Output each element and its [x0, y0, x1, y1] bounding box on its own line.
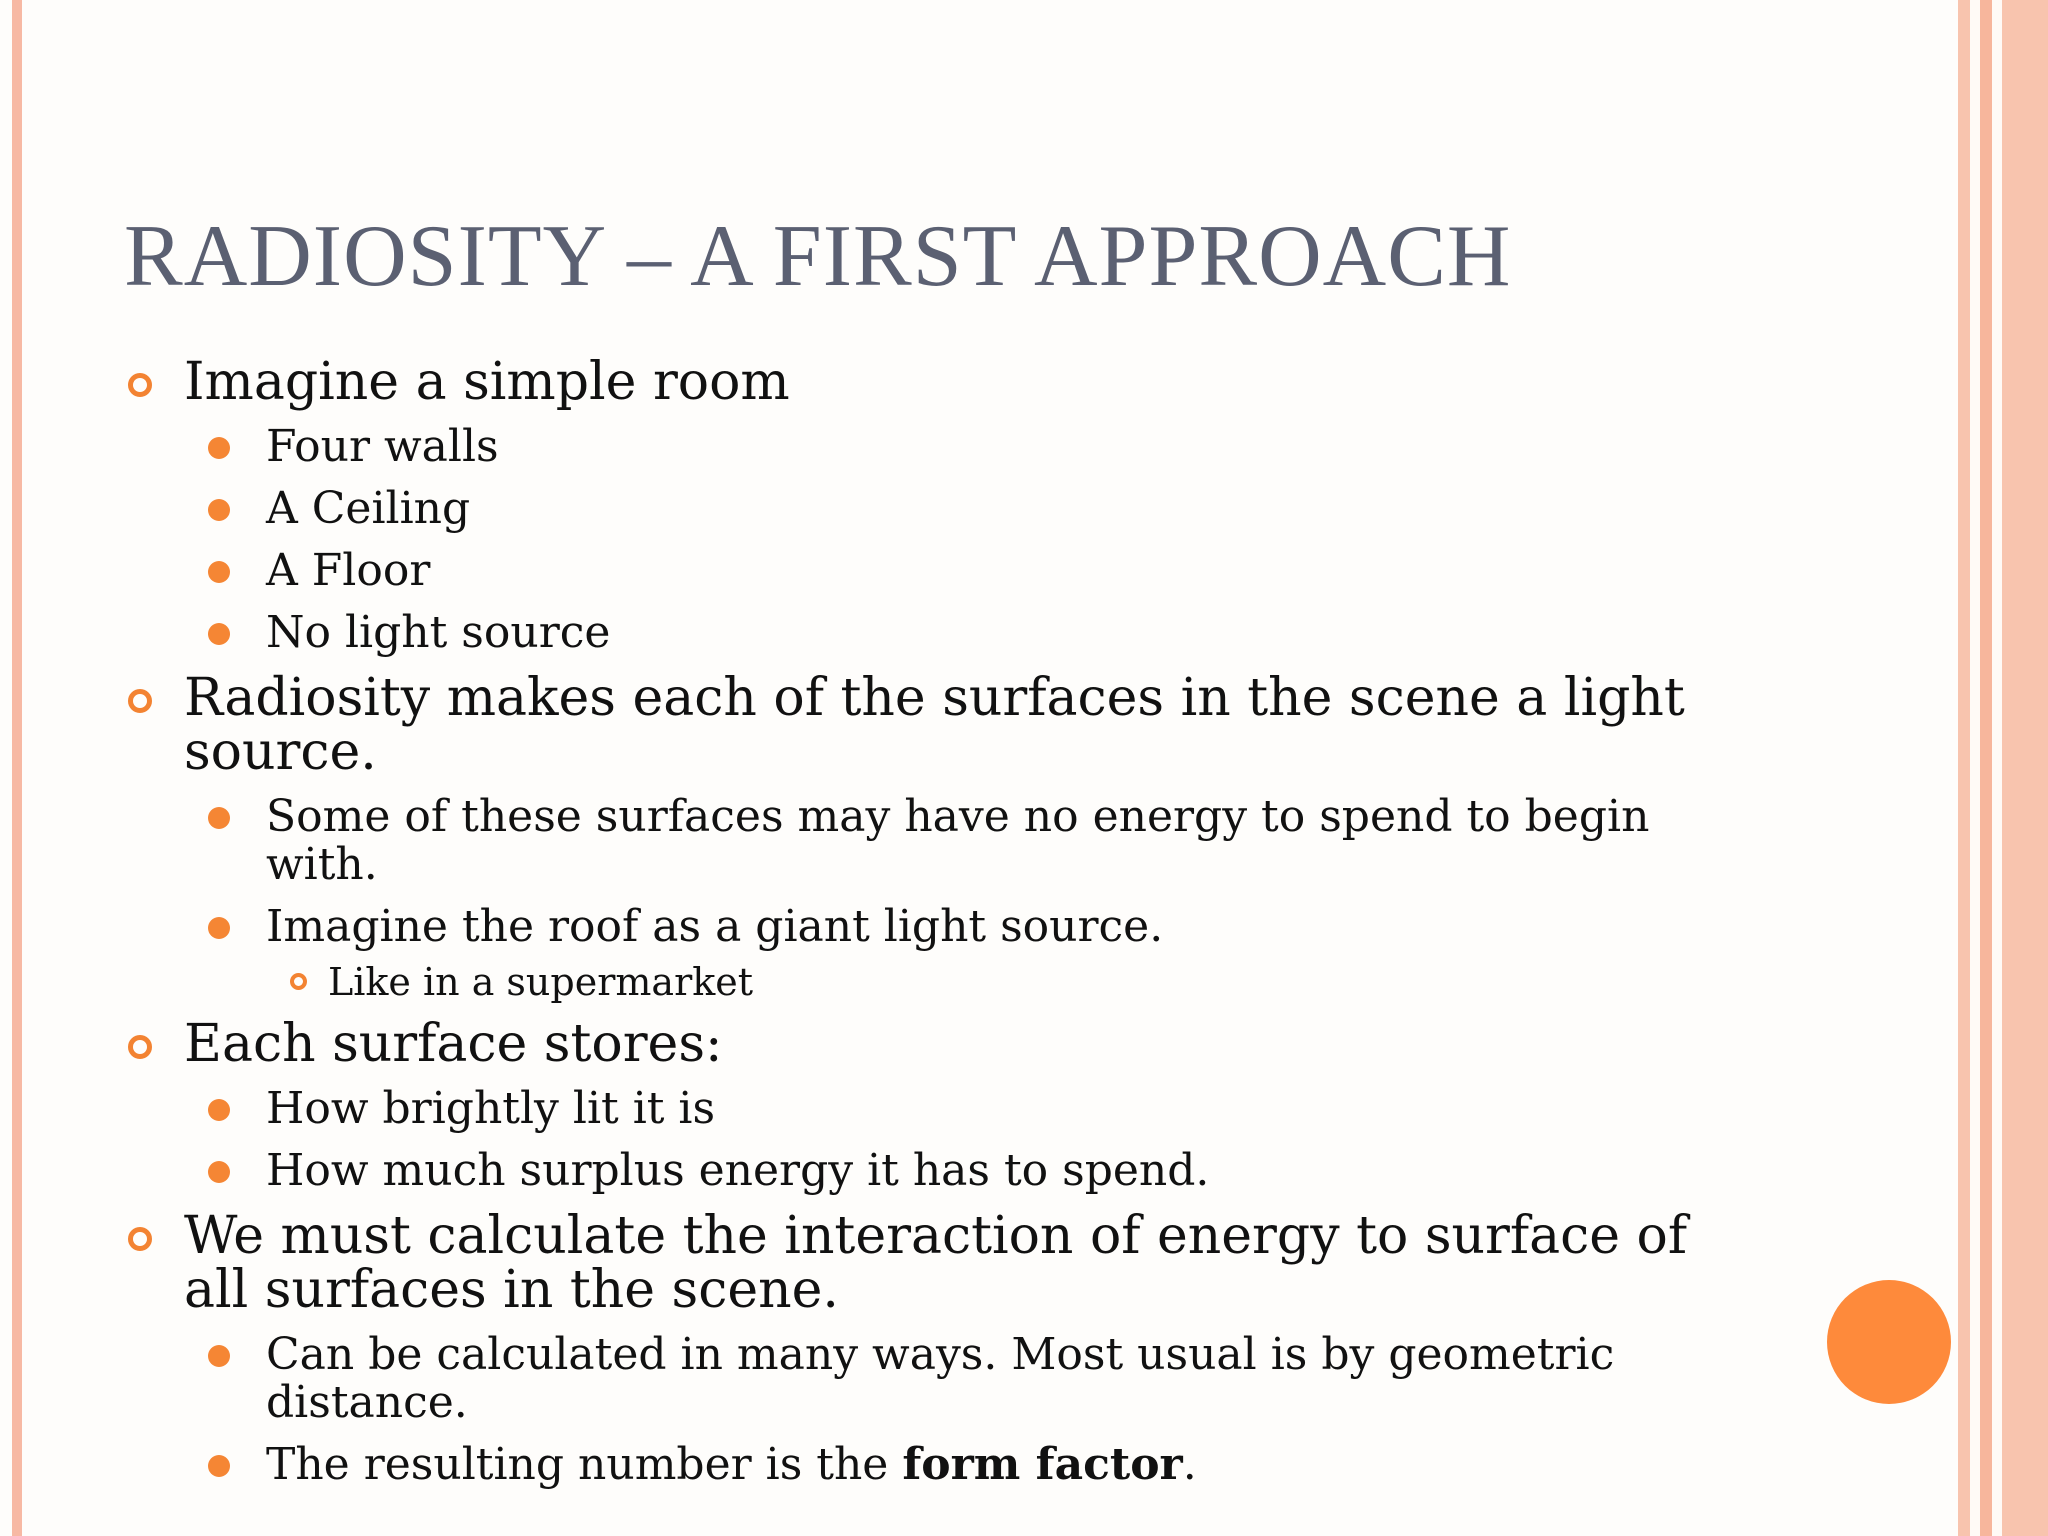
- dot-bullet-icon: [208, 1161, 230, 1183]
- dot-bullet-icon: [208, 807, 230, 829]
- slide-title: RADIOSITY – A FIRST APPROACH: [124, 208, 1512, 305]
- ring-bullet-icon: [128, 373, 152, 397]
- dot-bullet-icon: [208, 1345, 230, 1367]
- right-border-gap: [1992, 0, 2002, 1536]
- right-border-band: [1958, 0, 1970, 1536]
- sub-bullet-item: [124, 1441, 1724, 1489]
- small-ring-bullet-icon: [290, 973, 307, 990]
- sub-bullet-item: [124, 485, 1724, 533]
- dot-bullet-icon: [208, 561, 230, 583]
- dot-bullet-icon: [208, 437, 230, 459]
- slide-body: [124, 352, 1724, 1490]
- sub-bullet-text: Imagine the roof as a giant light source.: [266, 901, 1164, 952]
- dot-bullet-icon: [208, 499, 230, 521]
- sub-bullet-text: No light source: [266, 607, 611, 658]
- sub-sub-bullet-text: Like in a supermarket: [328, 960, 754, 1004]
- sub-bullet-item: [124, 609, 1724, 657]
- decorative-circle: [1827, 1280, 1951, 1404]
- dot-bullet-icon: [208, 1099, 230, 1121]
- sub-bullet-text-before: The resulting number is the: [266, 1439, 903, 1490]
- sub-bullet-text: Some of these surfaces may have no energy to spend to begin with.: [266, 791, 1650, 890]
- right-border-band: [1980, 0, 1992, 1536]
- bullet-item: [124, 1014, 1724, 1074]
- dot-bullet-icon: [208, 1455, 230, 1477]
- right-border-band: [2002, 0, 2048, 1536]
- bullet-item: [124, 1206, 1724, 1320]
- left-border-stripe: [12, 0, 22, 1536]
- sub-bullet-item: [124, 423, 1724, 471]
- sub-sub-bullet-item: [124, 961, 1724, 1003]
- bullet-text: Imagine a simple room: [184, 352, 790, 412]
- ring-bullet-icon: [128, 1035, 152, 1059]
- sub-bullet-text: How much surplus energy it has to spend.: [266, 1145, 1210, 1196]
- sub-bullet-text: Four walls: [266, 421, 499, 472]
- ring-bullet-icon: [128, 1227, 152, 1251]
- sub-bullet-text-after: .: [1182, 1439, 1197, 1490]
- bullet-item: [124, 668, 1724, 782]
- sub-bullet-item: [124, 903, 1724, 951]
- right-border-gap: [1970, 0, 1980, 1536]
- bullet-text: Each surface stores:: [184, 1014, 723, 1074]
- sub-bullet-text: Can be calculated in many ways. Most usual is by geometric distance.: [266, 1329, 1615, 1428]
- bullet-text: Radiosity makes each of the surfaces in the scene a light source.: [184, 668, 1685, 782]
- sub-bullet-text: A Floor: [266, 545, 431, 596]
- sub-bullet-item: [124, 547, 1724, 595]
- form-factor-term: form factor: [902, 1439, 1183, 1490]
- sub-bullet-text: How brightly lit it is: [266, 1083, 716, 1134]
- dot-bullet-icon: [208, 917, 230, 939]
- sub-bullet-item: [124, 1331, 1724, 1427]
- sub-bullet-text: A Ceiling: [266, 483, 471, 534]
- ring-bullet-icon: [128, 689, 152, 713]
- sub-bullet-item: [124, 1085, 1724, 1133]
- sub-bullet-item: [124, 793, 1724, 889]
- sub-bullet-item: [124, 1147, 1724, 1195]
- dot-bullet-icon: [208, 623, 230, 645]
- bullet-item: [124, 352, 1724, 412]
- bullet-text: We must calculate the interaction of energy to surface of all surfaces in the scene.: [184, 1206, 1688, 1320]
